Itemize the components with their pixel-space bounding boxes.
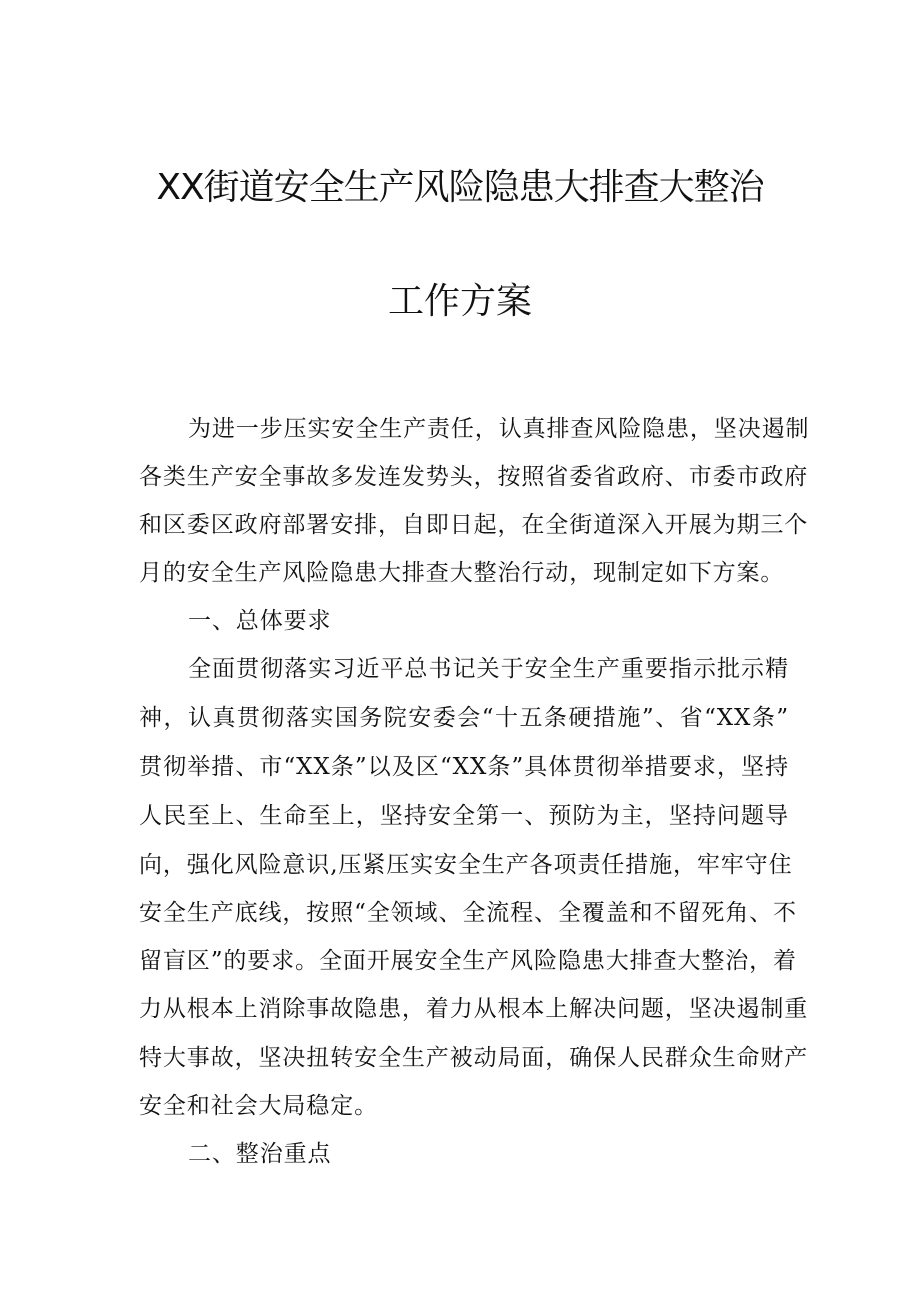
paragraph-line: 人民至上、生命至上，坚持安全第一、预防为主，坚持问题导 bbox=[139, 803, 789, 829]
section-heading-rectification-focus: 二、整治重点 bbox=[188, 1141, 332, 1167]
paragraph-line: 贯彻举措、市“XX条”以及区“XX条”具体贯彻举措要求，坚持 bbox=[139, 754, 789, 780]
intro-line: 和区委区政府部署安排，自即日起，在全街道深入开展为期三个 bbox=[139, 512, 809, 538]
paragraph-line: 神，认真贯彻落实国务院安委会“十五条硬措施”、省“XX条” bbox=[139, 705, 789, 731]
paragraph-line: 安全生产底线，按照“全领域、全流程、全覆盖和不留死角、不 bbox=[139, 900, 797, 926]
paragraph-line: 全面贯彻落实习近平总书记关于安全生产重要指示批示精 bbox=[188, 656, 789, 682]
document-title-line-2: 工作方案 bbox=[387, 281, 532, 322]
paragraph-line: 向，强化风险意识,压紧压实安全生产各项责任措施，牢牢守住 bbox=[139, 852, 793, 878]
paragraph-line: 特大事故，坚决扭转安全生产被动局面，确保人民群众生命财产 bbox=[139, 1045, 809, 1071]
intro-line: 为进一步压实安全生产责任，认真排查风险隐患，坚决遏制 bbox=[188, 416, 810, 442]
paragraph-line: 留盲区”的要求。全面开展安全生产风险隐患大排查大整治，着 bbox=[139, 948, 797, 974]
document-title-line-1: XX街道安全生产风险隐患大排查大整治 bbox=[156, 167, 764, 208]
paragraph-line: 安全和社会大局稳定。 bbox=[139, 1093, 378, 1119]
section-heading-general-requirements: 一、总体要求 bbox=[188, 608, 332, 634]
intro-line: 各类生产安全事故多发连发势头，按照省委省政府、市委市政府 bbox=[139, 464, 809, 490]
paragraph-line: 力从根本上消除事故隐患，着力从根本上解决问题，坚决遏制重 bbox=[139, 996, 809, 1022]
intro-line: 月的安全生产风险隐患大排查大整治行动，现制定如下方案。 bbox=[139, 560, 785, 586]
